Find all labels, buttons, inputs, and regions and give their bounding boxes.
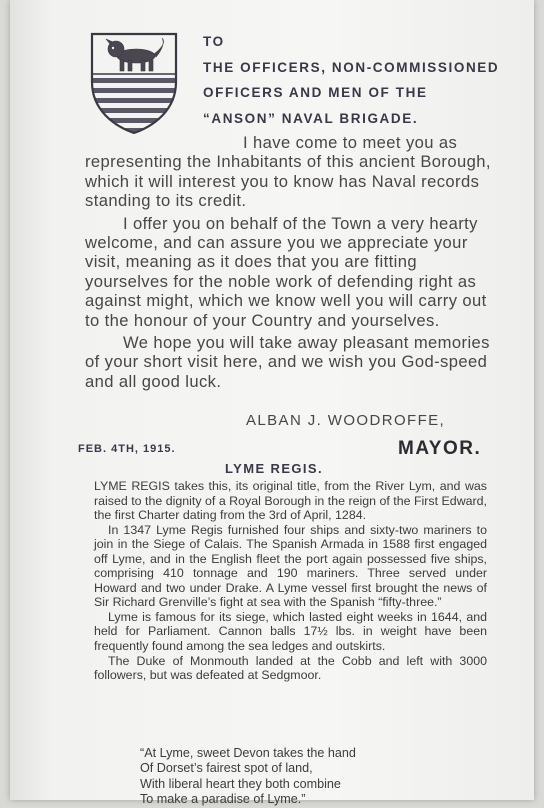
letter-paragraph: I have come to meet you as representing the Inhabitants of this ancient Borough, which it will interest you to know has Naval records standing to its credit. xyxy=(85,133,491,211)
signer-title: MAYOR. xyxy=(398,438,482,459)
verse-quote xyxy=(140,746,356,808)
signer-name: ALBAN J. WOODROFFE, xyxy=(246,412,446,429)
address-line: OFFICERS AND MEN OF THE xyxy=(203,85,428,100)
verse-line: Of Dorset’s fairest spot of land, xyxy=(140,761,313,776)
verse-line: To make a paradise of Lyme.” xyxy=(140,792,306,807)
letter-body xyxy=(85,133,495,394)
verse-line: “At Lyme, sweet Devon takes the hand xyxy=(140,746,356,760)
history-paragraph: LYME REGIS takes this, its original title, from the River Lym, and was raised to the dignity of a Royal Borough in the reign of the First Edward, the first Charter dating from the 3rd of April, 1284. xyxy=(94,479,487,523)
history-paragraph: Lyme is famous for its siege, which lasted eight weeks in 1644, and held for Parliament. Cannon balls 17½ lbs. in weight have been frequently found among the sea ledges and outskirts. xyxy=(94,609,487,654)
history-paragraph: In 1347 Lyme Regis furnished four ships and sixty-two mariners to join in the Siege of Calais. The Spanish Armada in 1588 first engaged off Lyme, and in the English fleet the port again possessed five ships, comprising 410 tonnage and 190 mariners. Three served under Howard and two under Drake. A Lyme vessel first brought the news of Sir Richard Grenville’s fight at sea with the Spanish “fifty-three.” xyxy=(94,522,487,610)
history-body xyxy=(94,479,487,683)
address-line: TO xyxy=(203,34,225,49)
document-page xyxy=(10,0,534,807)
letter-paragraph: I offer you on behalf of the Town a very hearty welcome, and can assure you we appreciate your visit, meaning as it does that you are fitting yourselves for the noble work of defending right as against might, which we know well you will carry out to the honour of your Country and yourselves. xyxy=(85,213,487,330)
history-heading: LYME REGIS. xyxy=(225,461,323,476)
address-block xyxy=(203,29,499,131)
address-line: THE OFFICERS, NON-COMMISSIONED xyxy=(203,59,500,75)
lion-shield-crest-icon xyxy=(88,30,180,136)
verse-line: With liberal heart they both combine xyxy=(140,776,341,791)
letter-date: FEB. 4TH, 1915. xyxy=(78,443,176,455)
history-paragraph: The Duke of Monmouth landed at the Cobb and left with 3000 followers, but was defeated at Sedgmoor. xyxy=(94,653,487,683)
address-line: “ANSON” NAVAL BRIGADE. xyxy=(203,110,419,126)
letter-paragraph: We hope you will take away pleasant memories of your short visit here, and we wish you God-speed and all good luck. xyxy=(85,333,490,391)
